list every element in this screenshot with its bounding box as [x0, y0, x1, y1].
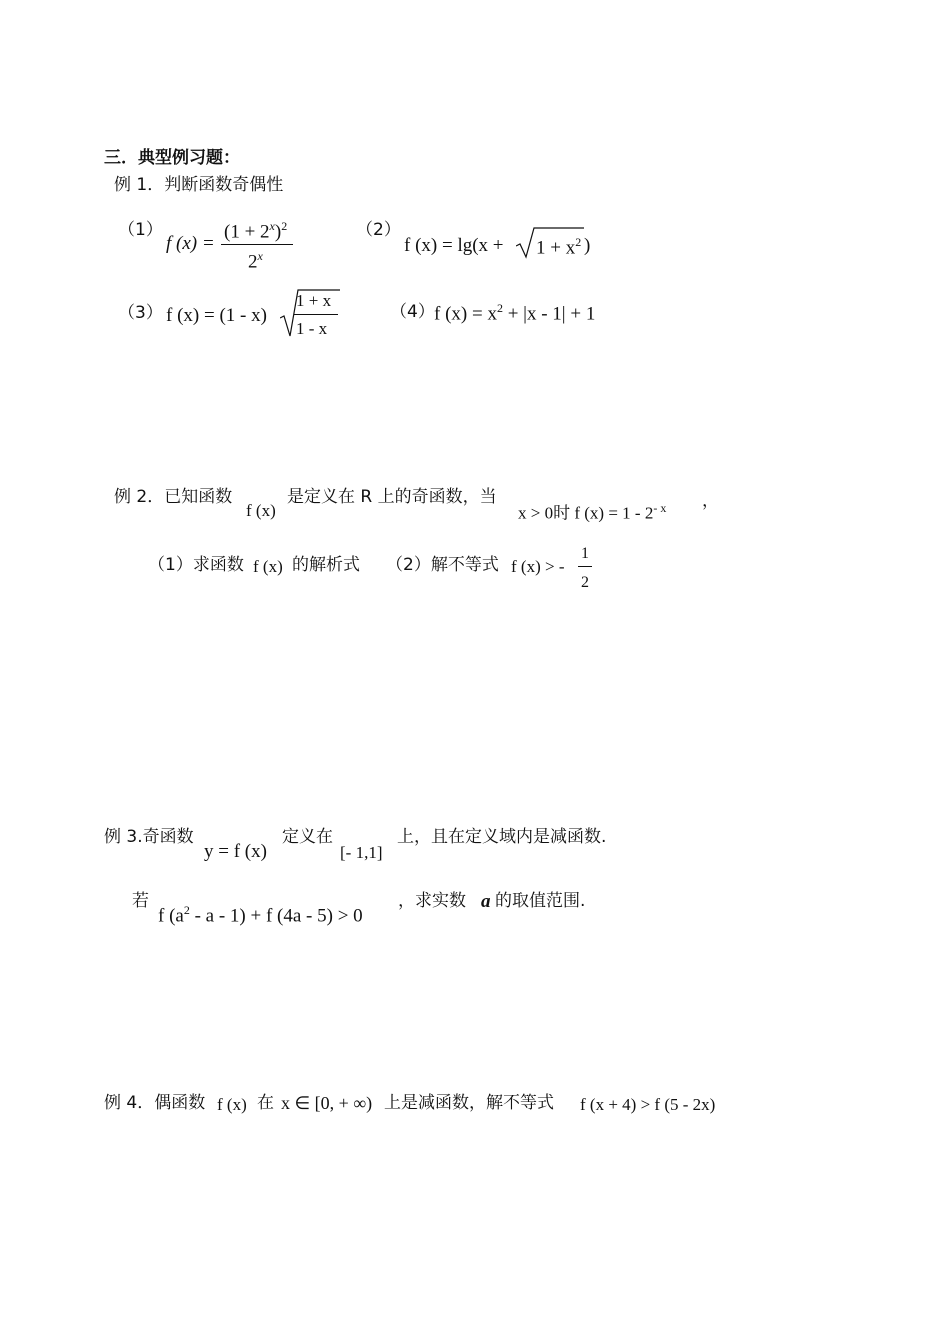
ex1-item3-label: （3） — [118, 303, 163, 323]
ex3-interval: [- 1,1] — [340, 843, 383, 862]
ex3-find-text: ，求实数 — [398, 891, 466, 911]
ex1-item1-denominator: 2$^x$ — [248, 249, 263, 273]
ex4-on-text: 在 — [257, 1093, 274, 1113]
ex1-item4-expression: f $(x) = x^2 + |x - 1| + 1$ — [434, 301, 596, 325]
ex1-item1-lhs: f (x) = — [166, 233, 215, 254]
ex1-item3-expression: f (x) = (1 - x) — [166, 305, 267, 326]
ex1-item3-radicand-denominator: 1 - x — [296, 319, 328, 338]
ex1-item2-radicand: $1 + x^2$ — [536, 235, 582, 259]
example-3-title: 例 3.奇函数 — [104, 827, 194, 847]
ex1-item1-fraction-bar — [221, 244, 293, 245]
ex2-q1-text: 的解析式 — [292, 555, 360, 575]
ex4-fx: f (x) — [217, 1095, 247, 1114]
ex1-item1-label: （1） — [118, 220, 163, 240]
ex3-if-text: 若 — [132, 891, 149, 911]
ex2-comma: ， — [702, 491, 719, 511]
ex2-question-2: （2）解不等式 — [386, 555, 499, 575]
ex4-decreasing-text: 上是减函数，解不等式 — [384, 1093, 554, 1113]
ex1-item1-numerator: $(1 + 2^x)^2$ — [224, 219, 288, 243]
ex4-domain: x ∈ [0, + ∞) — [281, 1093, 373, 1113]
ex1-item4-label: （4） — [390, 302, 435, 322]
example-4-title: 例 4．偶函数 — [104, 1093, 206, 1113]
ex3-variable-a: a — [481, 891, 491, 912]
section-heading: 三．典型例习题： — [104, 148, 240, 168]
ex2-condition: x > 0时 f $(x) = 1 - 2^{- x}$ — [518, 501, 667, 523]
ex3-decreasing-text: 上，且在定义域内是减函数. — [397, 827, 607, 847]
ex3-inequality: f $(a^2 - a - 1) + f$ (4a - 5) > 0 — [158, 903, 363, 927]
ex2-q1-fx: f (x) — [253, 557, 283, 576]
ex2-q2-expression: f (x) > - — [511, 557, 565, 576]
ex1-item3-radicand-numerator: 1 + x — [296, 291, 332, 310]
ex1-item2-label: （2） — [356, 220, 401, 240]
ex2-q2-denominator: 2 — [581, 574, 589, 591]
ex2-q2-fraction-bar — [578, 566, 592, 567]
ex3-y-equals-fx: y = f (x) — [204, 841, 267, 862]
ex3-range-text: 的取值范围. — [495, 891, 586, 911]
example-1-title: 例 1．判断函数奇偶性 — [114, 175, 284, 195]
ex4-inequality: f (x + 4) > f (5 - 2x) — [580, 1095, 716, 1114]
ex1-item2-close-paren: ) — [584, 235, 591, 256]
ex2-q2-numerator: 1 — [581, 545, 589, 562]
ex3-defined-on-text: 定义在 — [282, 827, 333, 847]
ex1-item3-fraction-bar — [294, 314, 338, 315]
ex2-question-1: （1）求函数 — [148, 555, 244, 575]
example-2-title: 例 2．已知函数 — [114, 487, 233, 507]
ex1-item2-expression: f (x) = lg(x + — [404, 235, 504, 256]
ex2-definition-text: 是定义在 R 上的奇函数，当 — [287, 487, 497, 507]
ex2-fx: f (x) — [246, 501, 276, 520]
